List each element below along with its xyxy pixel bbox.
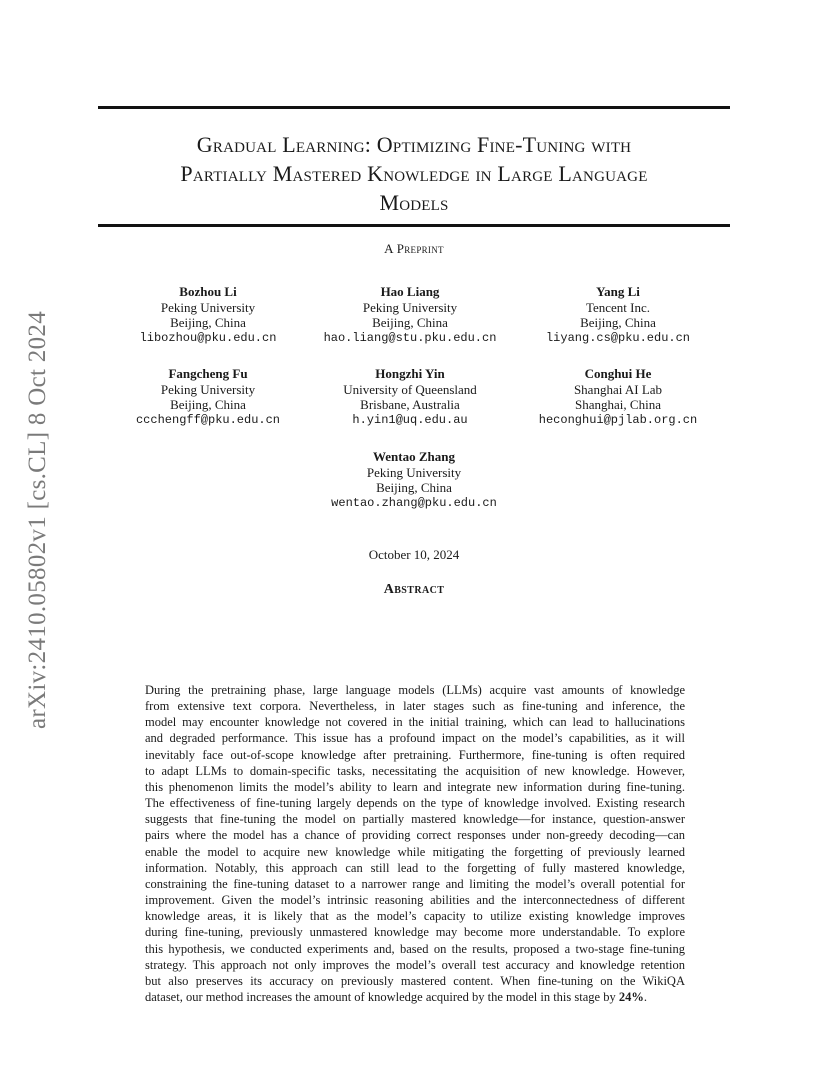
author-name: Hao Liang <box>380 284 440 299</box>
author-name: Fangcheng Fu <box>168 366 248 381</box>
author-affiliation: Tencent Inc. <box>585 299 651 315</box>
abstract-line: information. Notably, this approach can still lead to the forgetting of fully mastered knowledge, <box>145 860 685 875</box>
author-location: Beijing, China <box>376 480 452 495</box>
arxiv-stamp[interactable]: arXiv:2410.05802v1 [cs.CL] 8 Oct 2024 <box>24 311 51 729</box>
author-email[interactable]: libozhou@pku.edu.cn <box>139 330 277 345</box>
abstract-line: During the pretraining phase, large language models (LLMs) acquire vast amounts of knowledge <box>145 683 685 697</box>
author-name: Conghui He <box>584 366 652 381</box>
author-email[interactable]: liyang.cs@pku.edu.cn <box>545 330 691 345</box>
author-email[interactable]: hao.liang@stu.pku.edu.cn <box>323 330 497 345</box>
title-bottom-rule <box>98 224 730 227</box>
abstract-body <box>145 682 685 1005</box>
abstract-line: dataset, our method increases the amount of knowledge acquired by the model in this stage by <box>145 989 619 1004</box>
abstract-line: and degraded performance. This issue has a profound impact on the model’s capabilities, as it will <box>145 731 685 746</box>
author-block <box>498 284 738 346</box>
abstract-line: this hypothesis, we conducted experiments and, based on the results, proposed a two-stage fine-tuning <box>145 941 685 956</box>
author-affiliation: Peking University <box>362 299 458 315</box>
abstract-line: improvement. Given the model’s intrinsic reasoning abilities and the interconnectedness of different <box>145 893 685 908</box>
abstract-line: The effectiveness of fine-tuning largely depends on the type of knowledge involved. Existing research <box>145 796 685 811</box>
abstract-line: to adapt LLMs to domain-specific tasks, necessitating the acquisition of new knowledge. However, <box>145 763 685 778</box>
abstract-line: enable the model to acquire new knowledge while mitigating the forgetting of previously learned <box>145 844 685 859</box>
author-location: Beijing, China <box>372 315 448 330</box>
title-line: Partially Mastered Knowledge in Large Language <box>180 161 648 186</box>
abstract-line: suggests that fine-tuning the model on partially mastered knowledge—for instance, question-answer <box>145 812 685 827</box>
author-block <box>488 366 748 428</box>
abstract-final-line <box>145 989 685 1005</box>
abstract-emphasis: 24% <box>618 989 644 1004</box>
abstract-line: model may encounter knowledge not covered in the initial training, which can lead to hallucinations <box>145 715 685 730</box>
author-affiliation: Peking University <box>366 464 462 480</box>
author-name: Hongzhi Yin <box>375 366 445 381</box>
title-top-rule <box>98 106 730 109</box>
author-block <box>290 284 530 346</box>
author-name: Bozhou Li <box>179 284 237 299</box>
author-email[interactable]: wentao.zhang@pku.edu.cn <box>331 495 497 510</box>
author-email[interactable]: ccchengff@pku.edu.cn <box>135 412 281 427</box>
author-name: Wentao Zhang <box>373 449 455 464</box>
publication-date: October 10, 2024 <box>368 547 460 562</box>
abstract-line: inevitably face out-of-scope knowledge after pretraining. Furthermore, fine-tuning is often required <box>145 747 685 762</box>
abstract-heading: Abstract <box>383 582 445 597</box>
author-location: Beijing, China <box>580 315 656 330</box>
abstract-line: this phenomenon limits the model’s ability to learn and integrate new information during fine-tuning. <box>145 779 685 794</box>
abstract-period: . <box>643 989 647 1004</box>
abstract-line: during fine-tuning, previously unmastered knowledge may become more understandable. To explore <box>145 925 685 940</box>
author-affiliation: University of Queensland <box>343 381 477 397</box>
author-block <box>294 449 534 511</box>
title-line: Gradual Learning: Optimizing Fine-Tuning with <box>196 132 632 157</box>
author-location: Beijing, China <box>170 315 246 330</box>
abstract-line: strategy. This approach not only improves the model’s overall test accuracy and knowledge retention <box>145 957 685 972</box>
author-location: Brisbane, Australia <box>360 397 460 412</box>
abstract-line: constraining the fine-tuning dataset to a narrower range and limiting the model’s overall potential for <box>145 876 685 891</box>
abstract-line: from extensive text corpora. Nevertheless, in later stages such as fine-tuning and inference, the <box>145 699 685 714</box>
abstract-line: but also preserves its accuracy on previously mastered content. When fine-tuning on the WikiQA <box>145 973 685 988</box>
preprint-label: A Preprint <box>384 241 444 256</box>
author-email[interactable]: h.yin1@uq.edu.au <box>352 412 468 427</box>
author-affiliation: Peking University <box>160 381 256 397</box>
author-affiliation: Shanghai AI Lab <box>573 381 663 397</box>
author-name: Yang Li <box>596 284 640 299</box>
paper-title <box>98 130 730 217</box>
author-email[interactable]: heconghui@pjlab.org.cn <box>538 412 698 427</box>
author-affiliation: Peking University <box>160 299 256 315</box>
author-location: Beijing, China <box>170 397 246 412</box>
author-location: Shanghai, China <box>575 397 661 412</box>
title-line: Models <box>379 190 449 215</box>
abstract-line: pairs where the model has a chance of providing correct responses under non-greedy decoding—can <box>145 828 685 843</box>
abstract-line: knowledge areas, it is likely that as the model’s capacity to utilize existing knowledge improves <box>145 909 685 924</box>
